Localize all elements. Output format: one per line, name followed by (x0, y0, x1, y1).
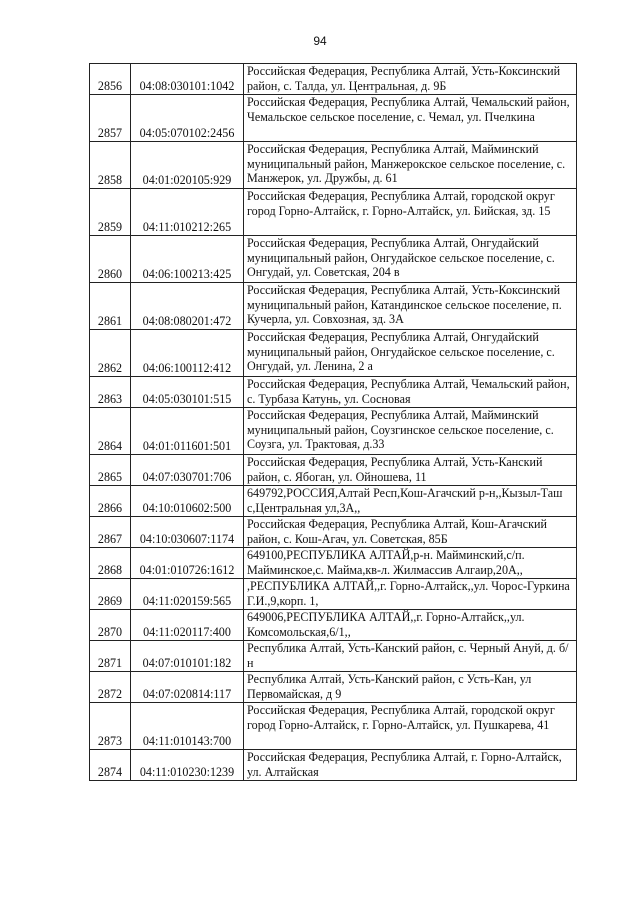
cadastral-number: 04:05:070102:2456 (131, 95, 244, 142)
row-number: 2865 (90, 455, 131, 486)
address: 649792,РОССИЯ,Алтай Респ,Кош-Агачский р-н,,Кызыл-Таш с,Центральная ул,3А,, (244, 486, 577, 517)
table-row (90, 236, 577, 283)
cadastral-number: 04:01:011601:501 (131, 408, 244, 455)
table-body (90, 64, 577, 781)
cadastral-number: 04:11:020117:400 (131, 610, 244, 641)
table-row (90, 641, 577, 672)
cadastral-number: 04:01:020105:929 (131, 142, 244, 189)
address: Российская Федерация, Республика Алтай, Усть-Канский район, с. Ябоган, ул. Ойношева, 11 (244, 455, 577, 486)
table-row (90, 455, 577, 486)
cadastral-number: 04:07:030701:706 (131, 455, 244, 486)
cadastral-number: 04:10:030607:1174 (131, 517, 244, 548)
address: Российская Федерация, Республика Алтай, г. Горно-Алтайск, ул. Алтайская (244, 750, 577, 781)
cadastral-number: 04:07:010101:182 (131, 641, 244, 672)
row-number: 2862 (90, 330, 131, 377)
address: Республика Алтай, Усть-Канский район, с Усть-Кан, ул Первомайская, д 9 (244, 672, 577, 703)
row-number: 2856 (90, 64, 131, 95)
address: ,РЕСПУБЛИКА АЛТАЙ,,г. Горно-Алтайск,,ул. Чорос-Гуркина Г.И.,9,корп. 1, (244, 579, 577, 610)
row-number: 2859 (90, 189, 131, 236)
row-number: 2857 (90, 95, 131, 142)
table-row (90, 750, 577, 781)
row-number: 2871 (90, 641, 131, 672)
table-row (90, 408, 577, 455)
table-row (90, 672, 577, 703)
address: 649100,РЕСПУБЛИКА АЛТАЙ,р-н. Майминский,с/п. Майминское,с. Майма,кв-л. Жилмассив Алгаир,20А,, (244, 548, 577, 579)
table-row (90, 377, 577, 408)
table-row (90, 548, 577, 579)
row-number: 2869 (90, 579, 131, 610)
table-row (90, 283, 577, 330)
table-row (90, 64, 577, 95)
row-number: 2863 (90, 377, 131, 408)
table-row (90, 517, 577, 548)
row-number: 2872 (90, 672, 131, 703)
cadastral-number: 04:01:010726:1612 (131, 548, 244, 579)
row-number: 2867 (90, 517, 131, 548)
cadastral-number: 04:05:030101:515 (131, 377, 244, 408)
table-row (90, 95, 577, 142)
table-row (90, 579, 577, 610)
address: Российская Федерация, Республика Алтай, Онгудайский муниципальный район, Онгудайское сельское поселение, с. Онгудай, ул. Ленина, 2 а (244, 330, 577, 377)
address: Российская Федерация, Республика Алтай, Онгудайский муниципальный район, Онгудайское сельское поселение, с. Онгудай, ул. Советская, 204 в (244, 236, 577, 283)
address: Российская Федерация, Республика Алтай, городской округ город Горно-Алтайск, г. Горно-Алтайск, ул. Пушкарева, 41 (244, 703, 577, 750)
address: Российская Федерация, Республика Алтай, Чемальский район, с. Турбаза Катунь, ул. Сосновая (244, 377, 577, 408)
address: Российская Федерация, Республика Алтай, Чемальский район, Чемальское сельское поселение, с. Чемал, ул. Пчелкина (244, 95, 577, 142)
address: Российская Федерация, Республика Алтай, Усть-Коксинский муниципальный район, Катандинское сельское поселение, п. Кучерла, ул. Совхозная, зд. 3А (244, 283, 577, 330)
cadastral-number: 04:08:080201:472 (131, 283, 244, 330)
table-row (90, 610, 577, 641)
row-number: 2866 (90, 486, 131, 517)
address: Российская Федерация, Республика Алтай, Усть-Коксинский район, с. Талда, ул. Центральная, д. 9Б (244, 64, 577, 95)
cadastral-number: 04:06:100112:412 (131, 330, 244, 377)
row-number: 2861 (90, 283, 131, 330)
address: Российская Федерация, Республика Алтай, Кош-Агачский район, с. Кош-Агач, ул. Советская, 85Б (244, 517, 577, 548)
row-number: 2868 (90, 548, 131, 579)
table-row (90, 330, 577, 377)
row-number: 2858 (90, 142, 131, 189)
cadastral-number: 04:06:100213:425 (131, 236, 244, 283)
table-row (90, 486, 577, 517)
row-number: 2864 (90, 408, 131, 455)
address: Российская Федерация, Республика Алтай, городской округ город Горно-Алтайск, г. Горно-Алтайск, ул. Бийская, зд. 15 (244, 189, 577, 236)
address: 649006,РЕСПУБЛИКА АЛТАЙ,,г. Горно-Алтайск,,ул. Комсомольская,6/1,, (244, 610, 577, 641)
cadastral-number: 04:08:030101:1042 (131, 64, 244, 95)
cadastral-number: 04:11:010230:1239 (131, 750, 244, 781)
cadastral-number: 04:11:010212:265 (131, 189, 244, 236)
row-number: 2870 (90, 610, 131, 641)
cadastral-number: 04:11:010143:700 (131, 703, 244, 750)
address: Российская Федерация, Республика Алтай, Майминский муниципальный район, Соузгинское сельское поселение, с. Соузга, ул. Трактовая, д.33 (244, 408, 577, 455)
address: Республика Алтай, Усть-Канский район, с. Черный Ануй, д. б/н (244, 641, 577, 672)
table-row (90, 142, 577, 189)
table-row (90, 189, 577, 236)
address: Российская Федерация, Республика Алтай, Майминский муниципальный район, Манжерокское сельское поселение, с. Манжерок, ул. Дружбы, д. 61 (244, 142, 577, 189)
page-number: 94 (313, 34, 327, 48)
row-number: 2860 (90, 236, 131, 283)
row-number: 2873 (90, 703, 131, 750)
cadastral-number: 04:07:020814:117 (131, 672, 244, 703)
cadastral-number: 04:11:020159:565 (131, 579, 244, 610)
registry-table (89, 63, 577, 781)
table-row (90, 703, 577, 750)
cadastral-number: 04:10:010602:500 (131, 486, 244, 517)
row-number: 2874 (90, 750, 131, 781)
